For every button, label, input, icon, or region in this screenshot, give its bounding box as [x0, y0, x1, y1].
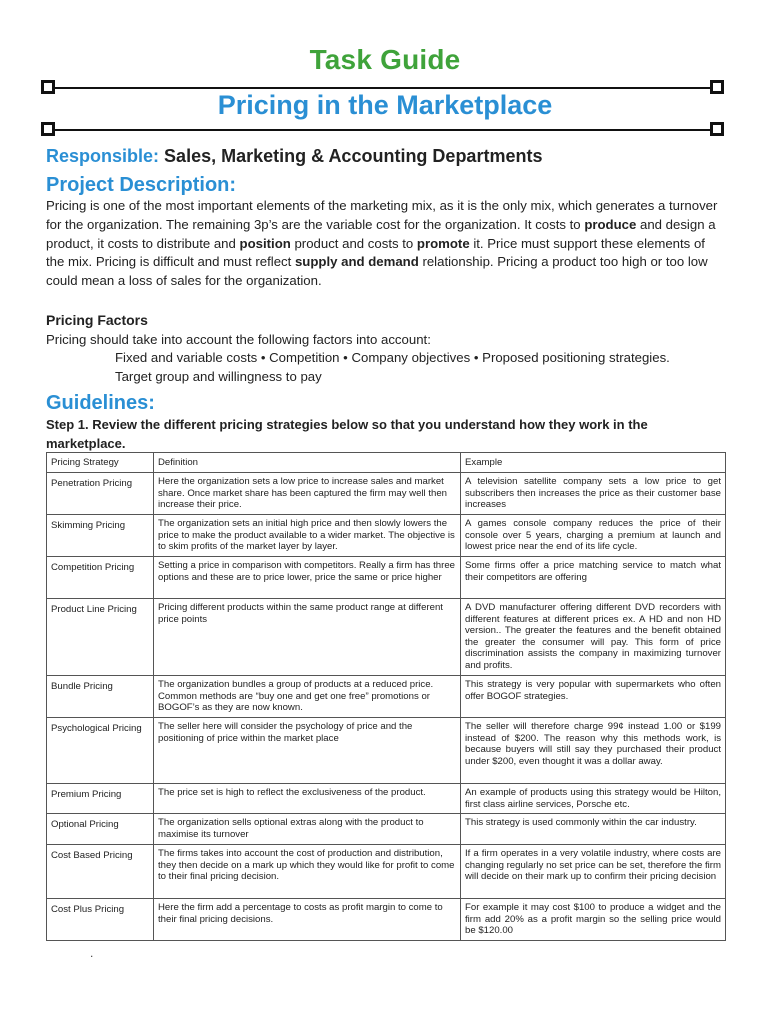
responsible-label: Responsible: [46, 146, 160, 166]
definition-cell: The seller here will consider the psychology of price and the positioning of price within the market place [154, 718, 461, 784]
desc-text: product and costs to [290, 235, 417, 251]
desc-text: Pricing is one of the most important elements of the marketing mix, as it is the only mix, which generates a turnover for the organization. The remaining 3p’s are the variable cost for the organization. It costs to [46, 198, 718, 232]
table-row [47, 718, 726, 784]
definition-cell: The firms takes into account the cost of production and distribution, they then decide on a mark up which they would like for profit to come to their final pricing decision. [154, 845, 461, 899]
definition-cell: The organization bundles a group of products at a reduced price. Common methods are “buy one and get one free” promotions or BOGOF’s as they are now known. [154, 676, 461, 718]
desc-text: relationship. Pricing a product too high or too low could mean a loss of sales for the organization. [46, 254, 708, 289]
pricing-factors-intro: Pricing should take into account the following factors into account: [46, 332, 431, 347]
pricing-factors-heading: Pricing Factors [46, 312, 148, 328]
definition-cell: The price set is high to reflect the exclusiveness of the product. [154, 784, 461, 814]
strategy-cell: Psychological Pricing [47, 718, 154, 784]
step-1-instruction: Step 1. Review the different pricing strategies below so that you understand how they work in the marketplace. [46, 417, 648, 451]
desc-bold: promote [416, 235, 470, 251]
table-row [47, 899, 726, 941]
responsible-line [46, 146, 542, 167]
project-description-heading: Project Description: [46, 174, 237, 196]
strategy-cell: Competition Pricing [47, 557, 154, 599]
example-cell: A DVD manufacturer offering different DVD recorders with different features at different prices ex. A HD and non HD version.. The greater the features and the benefit obtained the greater the consumer will pay. This form of price discrimination assists the company in maximizing turnover and profits. [461, 599, 726, 676]
table-row [47, 845, 726, 899]
strategy-cell: Premium Pricing [47, 784, 154, 814]
strategy-cell: Penetration Pricing [47, 473, 154, 515]
strategy-cell: Product Line Pricing [47, 599, 154, 676]
pricing-factors-line: Fixed and variable costs • Competition • Company objectives • Proposed positioning strategies. [115, 350, 670, 365]
definition-cell: Here the firm add a percentage to costs as profit margin to come to their final pricing decisions. [154, 899, 461, 941]
table-row [47, 557, 726, 599]
definition-cell: Here the organization sets a low price to increase sales and market share. Once market share has been captured the firm may well then increase their price. [154, 473, 461, 515]
example-cell: A television satellite company sets a low price to get subscribers then increases the price as their customer base increases [461, 473, 726, 515]
strategy-cell: Skimming Pricing [47, 515, 154, 557]
page-title: Task Guide [309, 44, 461, 75]
definition-cell: Pricing different products within the same product range at different price points [154, 599, 461, 676]
table-row [47, 515, 726, 557]
column-header: Definition [154, 453, 461, 473]
rule-corner-square [41, 122, 55, 136]
definition-cell: The organization sets an initial high price and then slowly lowers the price to make the product available to a wider market. The objective is to skim profits of the market layer by layer. [154, 515, 461, 557]
strategy-cell: Bundle Pricing [47, 676, 154, 718]
pricing-strategy-table [46, 452, 726, 941]
desc-text: it. Price must support these elements of the mix. Pricing is difficult and must reflect [46, 235, 705, 270]
header-rule-bottom [48, 129, 718, 131]
rule-corner-square [710, 122, 724, 136]
guidelines-heading: Guidelines: [46, 392, 155, 414]
table-row [47, 473, 726, 515]
table-row [47, 599, 726, 676]
example-cell: An example of products using this strategy would be Hilton, first class airline services, Porsche etc. [461, 784, 726, 814]
example-cell: This strategy is used commonly within the car industry. [461, 814, 726, 845]
definition-cell: Setting a price in comparison with competitors. Really a firm has three options and these are to price lower, price the same or price higher [154, 557, 461, 599]
responsible-value: Sales, Marketing & Accounting Departments [164, 146, 543, 166]
page-subtitle: Pricing in the Marketplace [217, 90, 553, 120]
example-cell: Some firms offer a price matching service to match what their competitors are offering [461, 557, 726, 599]
column-header: Pricing Strategy [47, 453, 154, 473]
example-cell: This strategy is very popular with supermarkets who often offer BOGOF strategies. [461, 676, 726, 718]
table-header-row [47, 453, 726, 473]
strategy-cell: Cost Plus Pricing [47, 899, 154, 941]
example-cell: If a firm operates in a very volatile industry, where costs are changing regularly no set price can be set, therefore the firm will decide on their mark up to confirm their pricing decision [461, 845, 726, 899]
table-row [47, 676, 726, 718]
example-cell: A games console company reduces the price of their console over 5 years, charging a premium at launch and lowest price near the end of its life cycle. [461, 515, 726, 557]
pricing-factors-line: Target group and willingness to pay [115, 369, 322, 384]
project-description-text [46, 197, 726, 291]
definition-cell: The organization sells optional extras along with the product to maximise its turnover [154, 814, 461, 845]
desc-bold: produce [584, 216, 637, 232]
header-rule-top [48, 87, 718, 89]
strategy-cell: Optional Pricing [47, 814, 154, 845]
strategy-cell: Cost Based Pricing [47, 845, 154, 899]
desc-bold: supply and demand [294, 254, 419, 270]
table-row [47, 814, 726, 845]
column-header: Example [461, 453, 726, 473]
example-cell: The seller will therefore charge 99¢ instead 1.00 or $199 instead of $200. The reason why this methods work, is because buyers will still say they purchased their product under $200, even thought it was a dollar away. [461, 718, 726, 784]
desc-text: and design a product, it costs to distribute and [46, 216, 716, 251]
example-cell: For example it may cost $100 to produce a widget and the firm add 20% as a profit margin so the selling price would be $120.00 [461, 899, 726, 941]
table-row [47, 784, 726, 814]
desc-bold: position [239, 235, 291, 251]
footer-mark: . [90, 946, 94, 960]
